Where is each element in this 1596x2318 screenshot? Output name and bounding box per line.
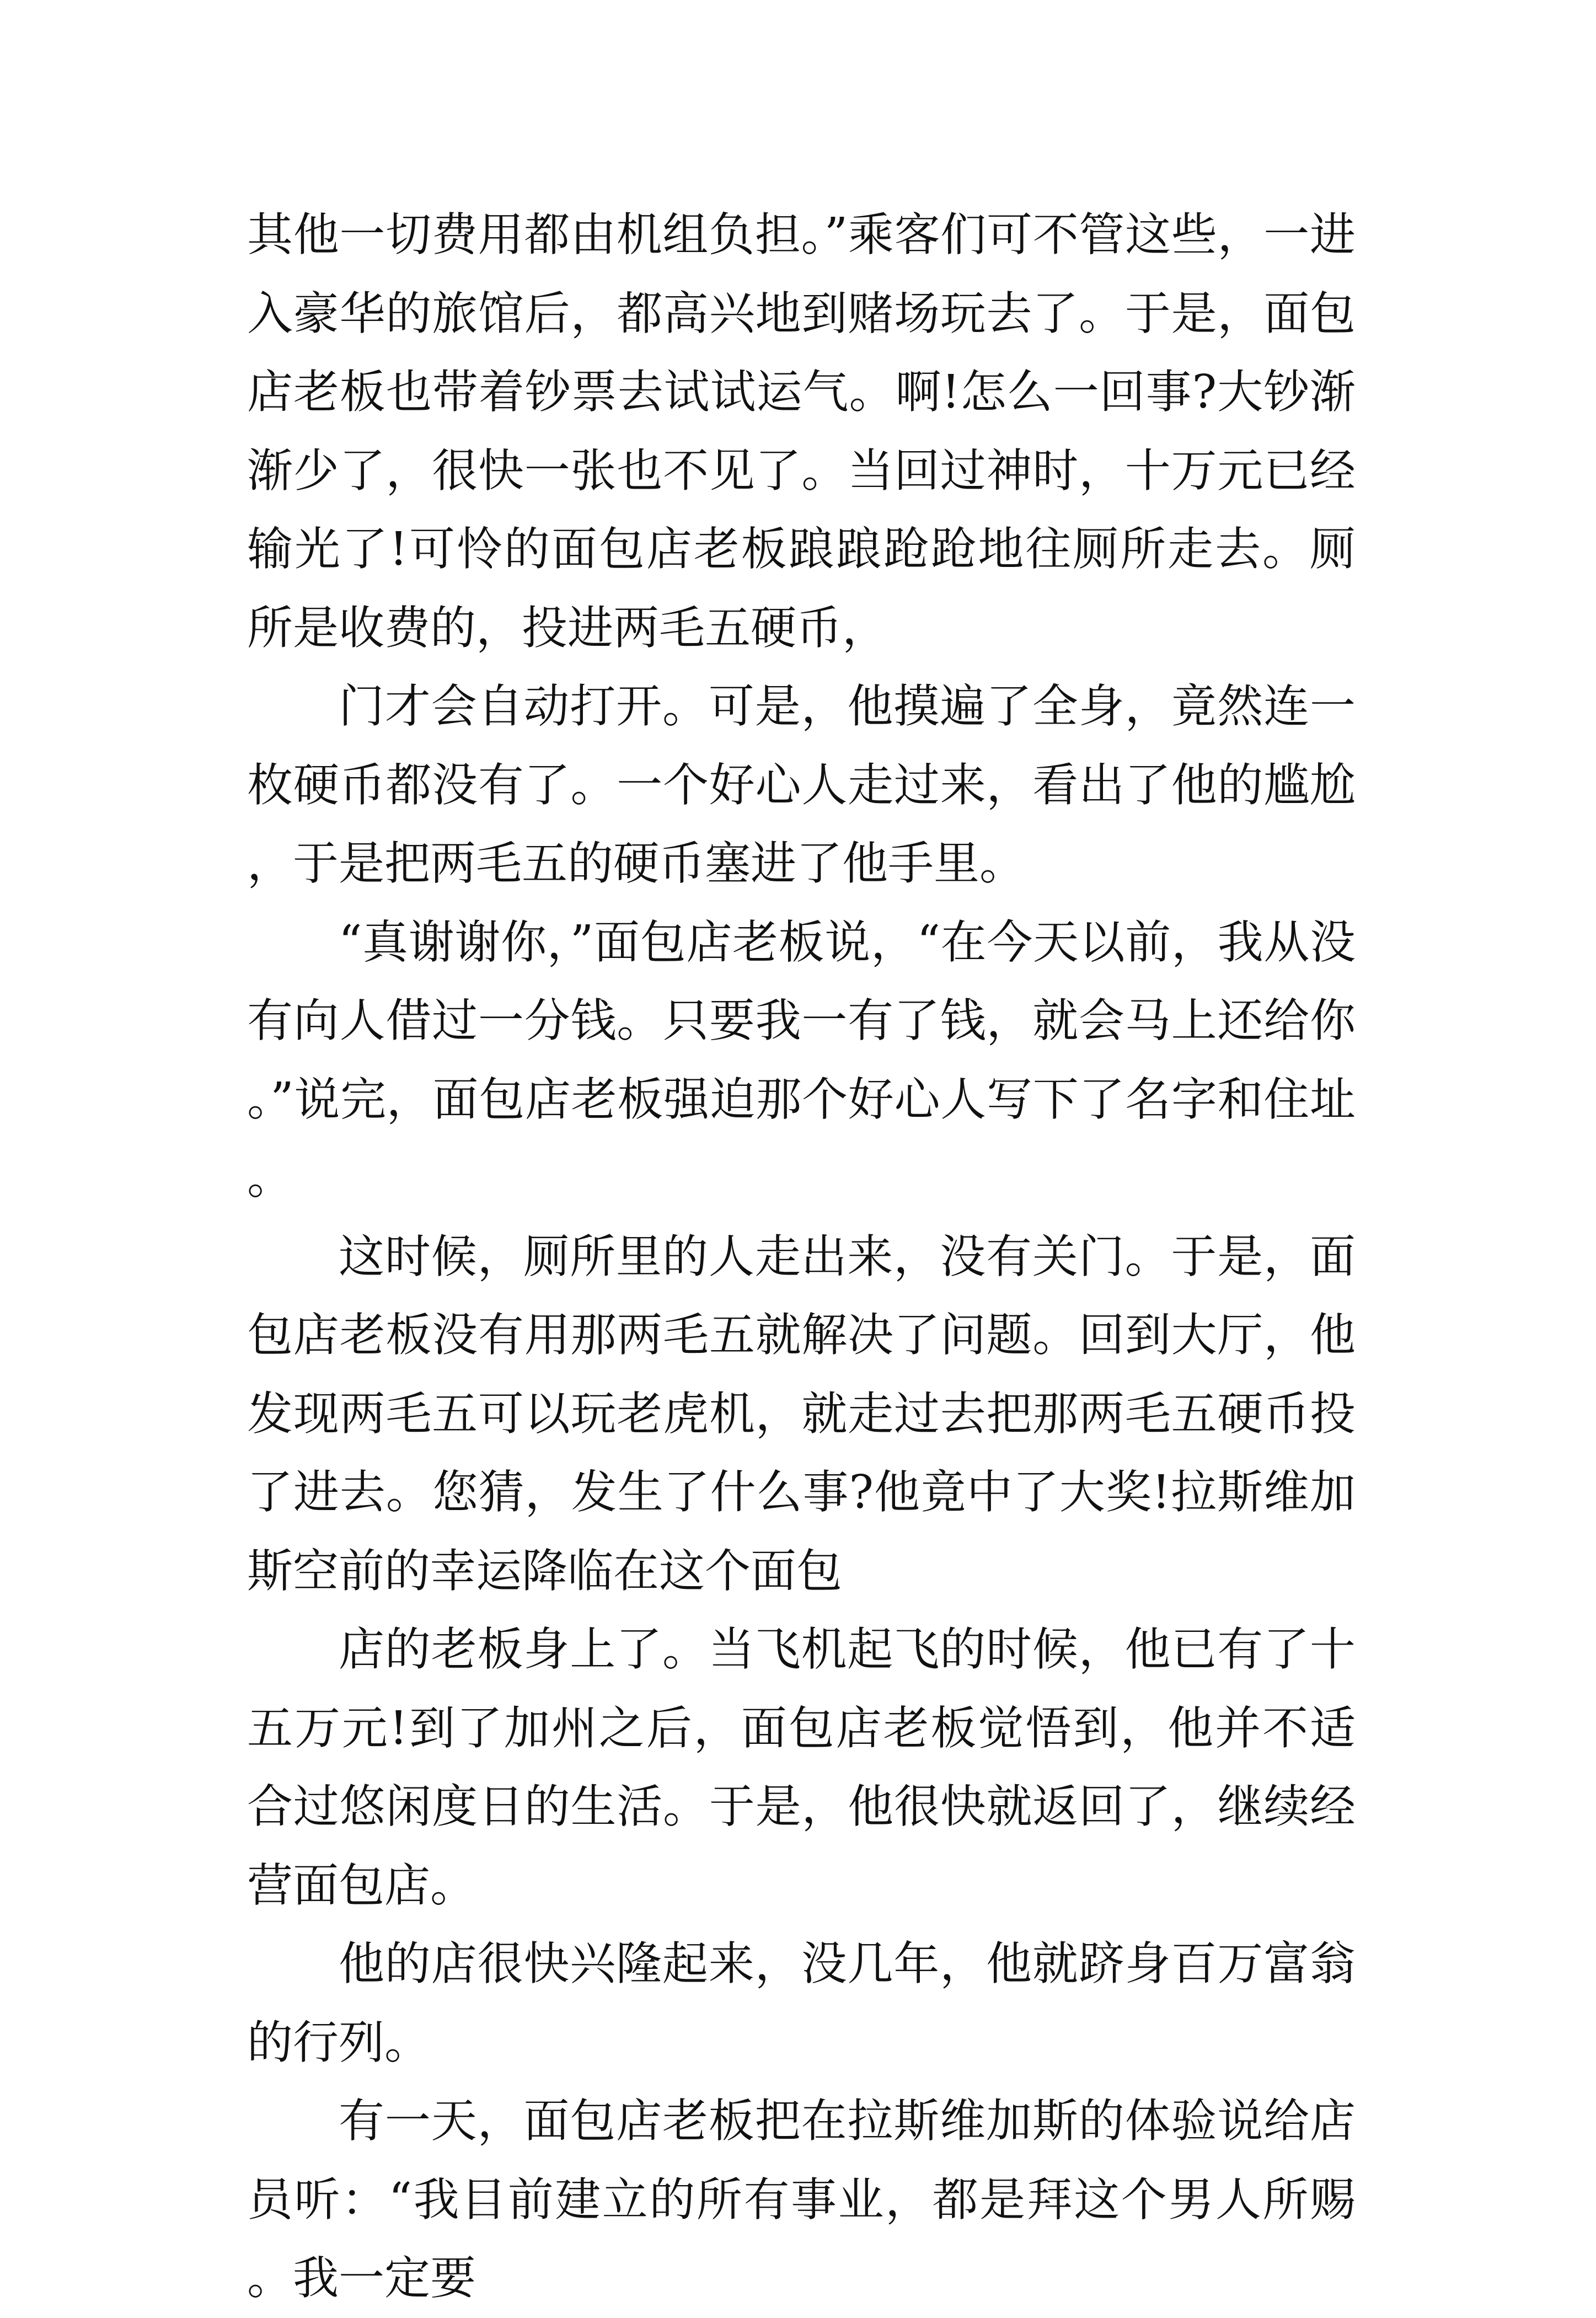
paragraph-4: 这时候，厕所里的人走出来，没有关门。于是，面包店老板没有用那两毛五就解决了问题。回到大厅，他发现两毛五可以玩老虎机，就走过去把那两毛五硬币投了进去。您猜，发生了什么事?他竟中了大奖!拉斯维加斯空前的幸运降临在这个面包	[247, 1229, 1356, 1598]
paragraph-5: 店的老板身上了。当飞机起飞的时候，他已有了十五万元!到了加州之后，面包店老板觉悟到，他并不适合过悠闲度日的生活。于是，他很快就返回了，继续经营面包店。	[247, 1623, 1356, 1912]
paragraph-2: 门才会自动打开。可是，他摸遍了全身，竟然连一枚硬币都没有了。一个好心人走过来，看出了他的尴尬，于是把两毛五的硬币塞进了他手里。	[247, 679, 1356, 890]
paragraph-7: 有一天，面包店老板把在拉斯维加斯的体验说给店员听：“我目前建立的所有事业，都是拜这个男人所赐。我一定要	[247, 2094, 1356, 2305]
paragraph-1: 其他一切费用都由机组负担。”乘客们可不管这些，一进入豪华的旅馆后，都高兴地到赌场玩去了。于是，面包店老板也带着钞票去试试运气。啊!怎么一回事?大钞渐渐少了，很快一张也不见了。当回过神时，十万元已经输光了!可怜的面包店老板踉踉跄跄地往厕所走去。厕所是收费的，投进两毛五硬币，	[247, 208, 1356, 655]
paragraph-3: “真谢谢你，”面包店老板说，“在今天以前，我从没有向人借过一分钱。只要我一有了钱，就会马上还给你。”说完，面包店老板强迫那个好心人写下了名字和住址。	[247, 915, 1356, 1204]
paragraph-6: 他的店很快兴隆起来，没几年，他就跻身百万富翁的行列。	[247, 1937, 1356, 2069]
body-text	[247, 196, 1356, 2318]
